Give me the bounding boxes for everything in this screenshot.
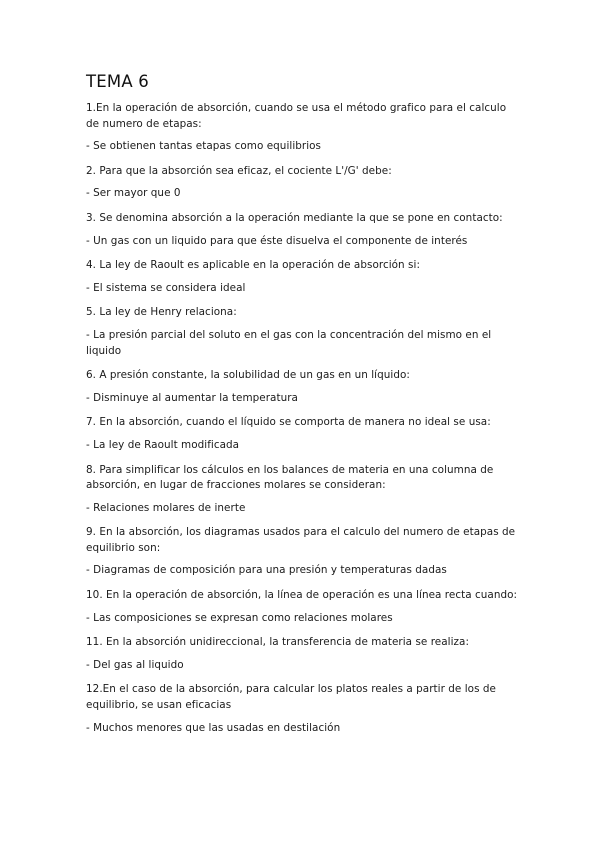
answer-1: - Se obtienen tantas etapas como equilibrios <box>86 140 322 153</box>
question-11: 11. En la absorción unidireccional, la transferencia de materia se realiza: <box>86 636 469 649</box>
answer-7: - La ley de Raoult modificada <box>86 438 240 451</box>
qa-item-4 <box>86 258 522 296</box>
answer-9: - Diagramas de composición para una presión y temperaturas dadas <box>86 564 447 577</box>
question-6: 6. A presión constante, la solubilidad de un gas en un líquido: <box>86 369 410 382</box>
qa-item-1 <box>86 101 522 155</box>
question-5: 5. La ley de Henry relaciona: <box>86 306 237 319</box>
qa-item-7 <box>86 415 522 453</box>
question-3: 3. Se denomina absorción a la operación mediante la que se pone en contacto: <box>86 211 503 224</box>
answer-5: - La presión parcial del soluto en el gas con la concentración del mismo en el liquido <box>86 328 492 357</box>
qa-item-8 <box>86 463 522 517</box>
answer-10: - Las composiciones se expresan como relaciones molares <box>86 611 393 624</box>
question-9: 9. En la absorción, los diagramas usados para el calculo del numero de etapas de equilibrio son: <box>86 526 516 554</box>
qa-item-11 <box>86 635 522 673</box>
qa-item-2 <box>86 164 522 202</box>
question-7: 7. En la absorción, cuando el líquido se comporta de manera no ideal se usa: <box>86 416 491 429</box>
answer-3: - Un gas con un liquido para que éste disuelva el componente de interés <box>86 234 468 247</box>
answer-4: - El sistema se considera ideal <box>86 281 246 294</box>
question-1: 1.En la operación de absorción, cuando se usa el método grafico para el calculo de numero de etapas: <box>86 102 507 130</box>
answer-12: - Muchos menores que las usadas en destilación <box>86 721 341 734</box>
qa-item-12 <box>86 682 522 736</box>
document-page <box>86 72 522 745</box>
question-10: 10. En la operación de absorción, la línea de operación es una línea recta cuando: <box>86 589 518 602</box>
answer-8: - Relaciones molares de inerte <box>86 501 246 514</box>
qa-item-6 <box>86 368 522 406</box>
qa-item-9 <box>86 525 522 579</box>
qa-item-5 <box>86 305 522 359</box>
qa-item-3 <box>86 211 522 249</box>
question-12: 12.En el caso de la absorción, para calcular los platos reales a partir de los de equilibrio, se usan eficacias <box>86 683 496 712</box>
answer-2: - Ser mayor que 0 <box>86 187 181 200</box>
question-8: 8. Para simplificar los cálculos en los balances de materia en una columna de absorción, en lugar de fracciones molares se consideran: <box>86 463 494 492</box>
answer-6: - Disminuye al aumentar la temperatura <box>86 391 298 404</box>
answer-11: - Del gas al liquido <box>86 658 184 671</box>
document-title: TEMA 6 <box>86 72 149 91</box>
qa-item-10 <box>86 588 522 626</box>
question-2: 2. Para que la absorción sea eficaz, el cociente L'/G' debe: <box>86 164 392 177</box>
question-4: 4. La ley de Raoult es aplicable en la operación de absorción si: <box>86 259 420 272</box>
